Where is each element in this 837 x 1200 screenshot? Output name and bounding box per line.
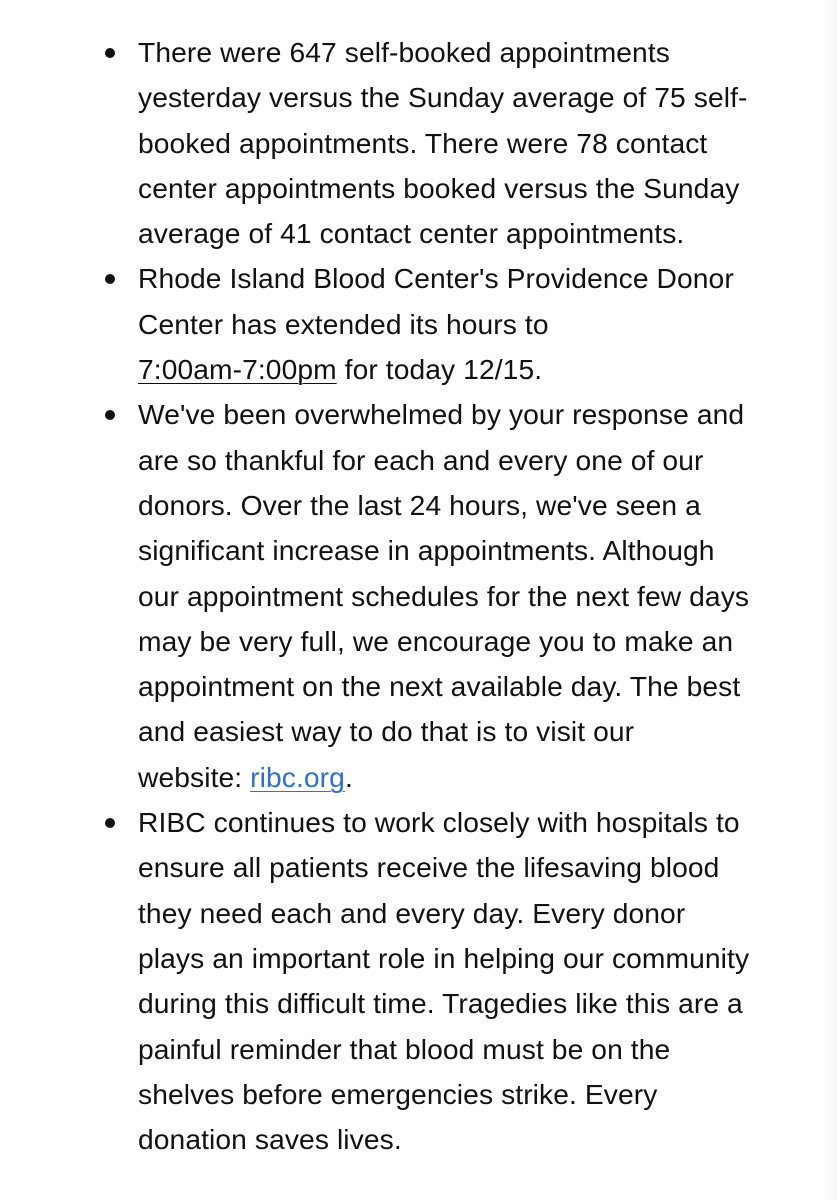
text-line: they need each and every day. Every donor xyxy=(138,896,686,929)
list-item xyxy=(0,800,837,1162)
text-line: are so thankful for each and every one of our xyxy=(138,443,704,476)
hours-link[interactable]: 7:00am-7:00pm xyxy=(138,353,337,386)
text-line: donation saves lives. xyxy=(138,1123,402,1156)
text-line: ensure all patients receive the lifesaving blood xyxy=(138,851,720,884)
bullet-icon xyxy=(105,274,115,284)
bullet-list xyxy=(0,30,837,1162)
text-line: our appointment schedules for the next few days xyxy=(138,579,750,612)
list-item xyxy=(0,392,837,800)
text-line: Rhode Island Blood Center's Providence Donor xyxy=(138,262,734,295)
text-line: painful reminder that blood must be on the xyxy=(138,1032,671,1065)
text-line: center appointments booked versus the Sunday xyxy=(138,171,740,204)
text-line: There were 647 self-booked appointments xyxy=(138,36,670,68)
website-link[interactable]: ribc.org xyxy=(250,760,345,793)
website-prefix: website: xyxy=(138,760,251,793)
text-line: shelves before emergencies strike. Every xyxy=(138,1077,658,1110)
text-line: and easiest way to do that is to visit our xyxy=(138,715,635,748)
text-line: may be very full, we encourage you to make an xyxy=(138,624,734,657)
text-line: We've been overwhelmed by your response and xyxy=(138,398,745,431)
hours-suffix: for today 12/15. xyxy=(336,353,543,386)
text-line: RIBC continues to work closely with hospitals to xyxy=(138,806,740,839)
list-item xyxy=(0,30,837,256)
text-line: donors. Over the last 24 hours, we've seen a xyxy=(138,488,701,521)
bullet-icon xyxy=(105,818,115,828)
text-line xyxy=(138,755,807,800)
text-line: Center has extended its hours to xyxy=(138,307,549,340)
text-line: during this difficult time. Tragedies like this are a xyxy=(138,987,743,1020)
text-line xyxy=(138,347,807,392)
bullet-icon xyxy=(105,48,115,58)
scroll-edge-shadow xyxy=(823,0,837,1200)
text-line: booked appointments. There were 78 contact xyxy=(138,126,708,159)
website-suffix: . xyxy=(344,760,353,793)
text-line: plays an important role in helping our community xyxy=(138,941,750,974)
text-line: significant increase in appointments. Although xyxy=(138,534,715,567)
list-item xyxy=(0,256,837,392)
text-line: average of 41 contact center appointments. xyxy=(138,217,685,250)
text-line: yesterday versus the Sunday average of 75 self- xyxy=(138,81,748,114)
text-line: appointment on the next available day. The best xyxy=(138,670,741,703)
bullet-icon xyxy=(105,410,115,420)
